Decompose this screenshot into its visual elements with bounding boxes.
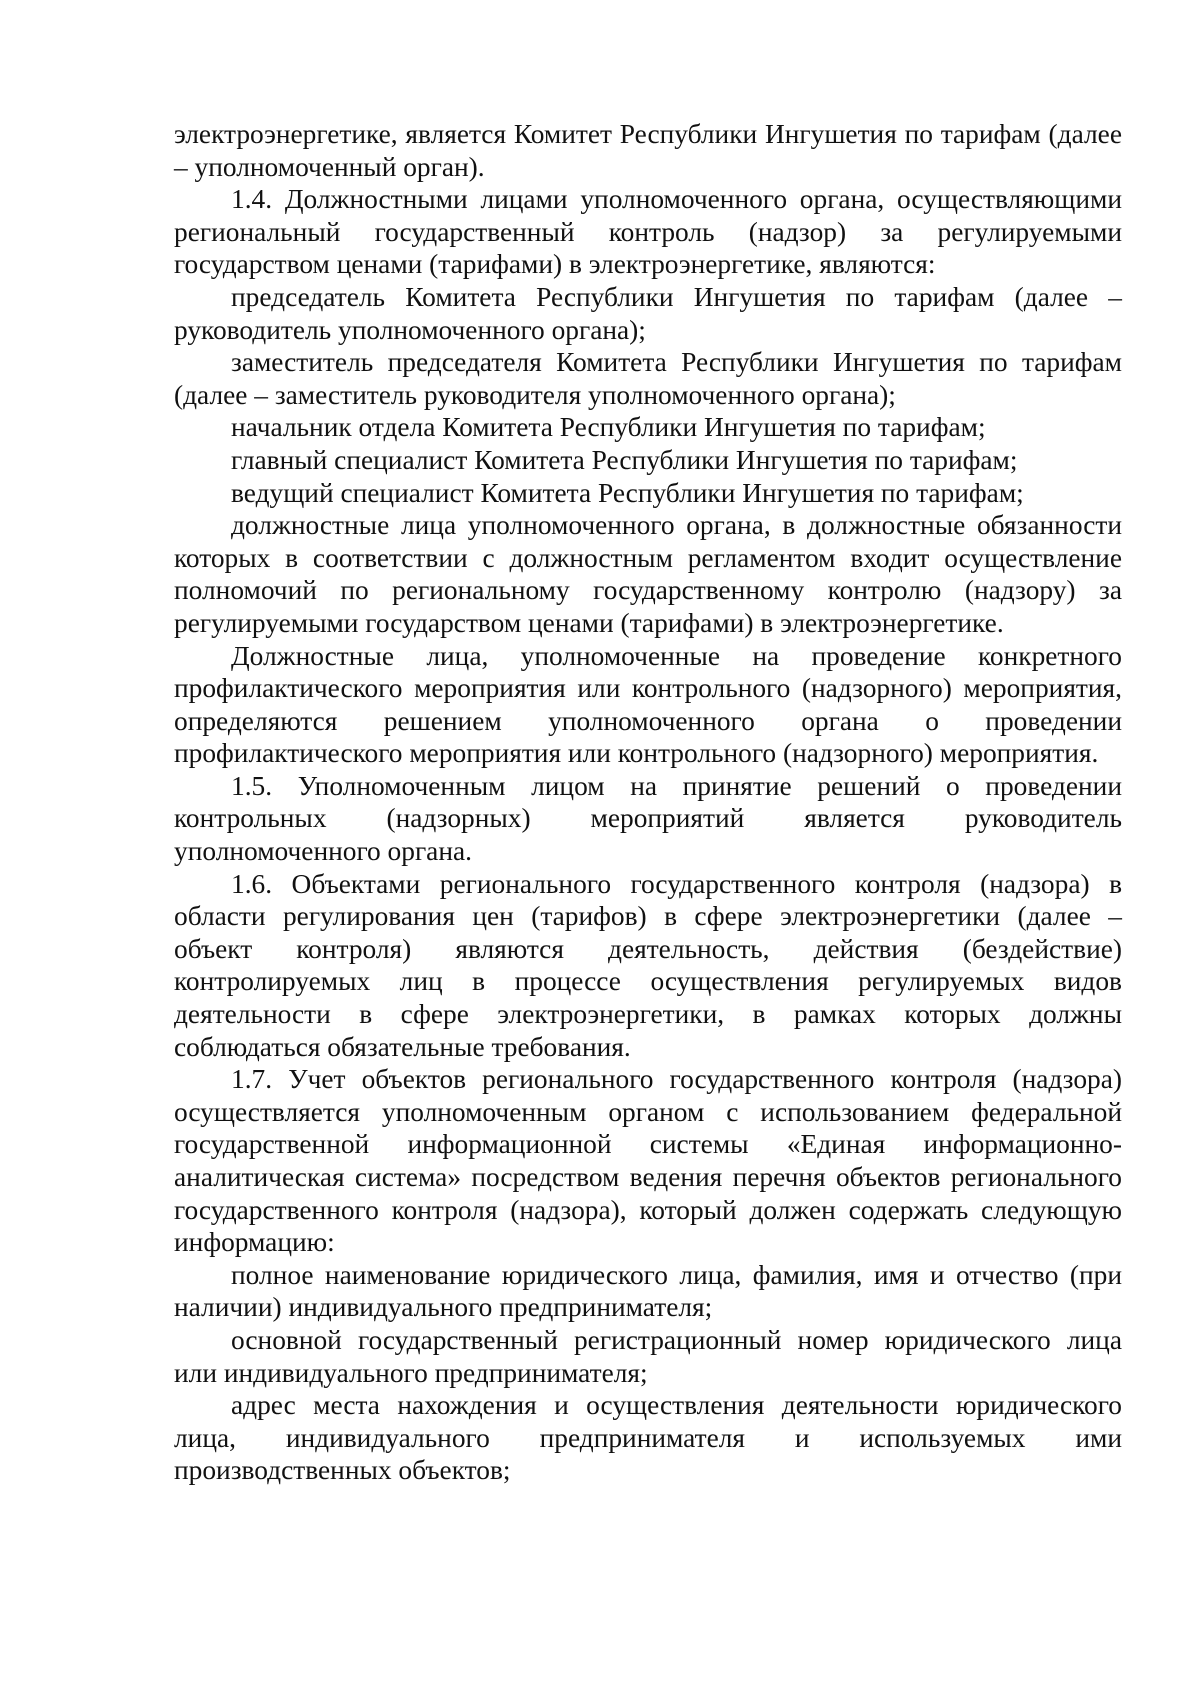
paragraph-1-7: 1.7. Учет объектов регионального государственного контроля (надзора) осуществляется уполномоченным органом с использованием федеральной государственной информационной системы «Единая информационно-аналитическая система» посредством ведения перечня объектов регионального государственного контроля (надзора), который должен содержать следующую информацию: (174, 1064, 1122, 1258)
paragraph-address: адрес места нахождения и осуществления деятельности юридического лица, индивидуального предпринимателя и используемых ими производственных объектов; (174, 1390, 1122, 1486)
paragraph-1-5: 1.5. Уполномоченным лицом на принятие решений о проведении контрольных (надзорных) мероприятий является руководитель уполномоченного органа. (174, 770, 1122, 867)
paragraph-registration-number: основной государственный регистрационный номер юридического лица или индивидуального предпринимателя; (174, 1324, 1122, 1388)
paragraph-deputy-chairman: заместитель председателя Комитета Республики Ингушетия по тарифам (далее – заместитель руководителя уполномоченного органа); (174, 347, 1122, 410)
paragraph-leading-specialist: ведущий специалист Комитета Республики Ингушетия по тарифам; (231, 477, 1024, 508)
paragraph-1-6: 1.6. Объектами регионального государственного контроля (надзора) в области регулирования цен (тарифов) в сфере электроэнергетики (далее – объект контроля) являются деятельность, действия (бездействие) контролируемых лиц в процессе осуществления регулируемых видов деятельности в сфере электроэнергетики, в рамках которых должны соблюдаться обязательные требования. (174, 868, 1122, 1062)
paragraph-authorized-officials: Должностные лица, уполномоченные на проведение конкретного профилактического мероприятия или контрольного (надзорного) мероприятия, определяются решением уполномоченного органа о проведении профилактического мероприятия или контрольного (надзорного) мероприятия. (174, 640, 1122, 769)
paragraph-continuation: электроэнергетике, является Комитет Республики Ингушетия по тарифам (далее – уполномоченный орган). (174, 119, 1122, 182)
paragraph-chief-specialist: главный специалист Комитета Республики Ингушетия по тарифам; (231, 444, 1018, 475)
paragraph-1-4: 1.4. Должностными лицами уполномоченного органа, осуществляющими региональный государственный контроль (надзор) за регулируемыми государством ценами (тарифами) в электроэнергетике, являются: (174, 184, 1122, 280)
paragraph-officials: должностные лица уполномоченного органа, в должностные обязанности которых в соответствии с должностным регламентом входит осуществление полномочий по региональному государственному контролю (надзору) за регулируемыми государством ценами (тарифами) в электроэнергетике. (174, 510, 1122, 638)
paragraph-department-head: начальник отдела Комитета Республики Ингушетия по тарифам; (231, 412, 986, 443)
paragraph-full-name: полное наименование юридического лица, фамилия, имя и отчество (при наличии) индивидуального предпринимателя; (174, 1259, 1122, 1323)
document-body (174, 118, 1122, 1487)
paragraph-chairman: председатель Комитета Республики Ингушетия по тарифам (далее – руководитель уполномоченного органа); (174, 281, 1122, 345)
